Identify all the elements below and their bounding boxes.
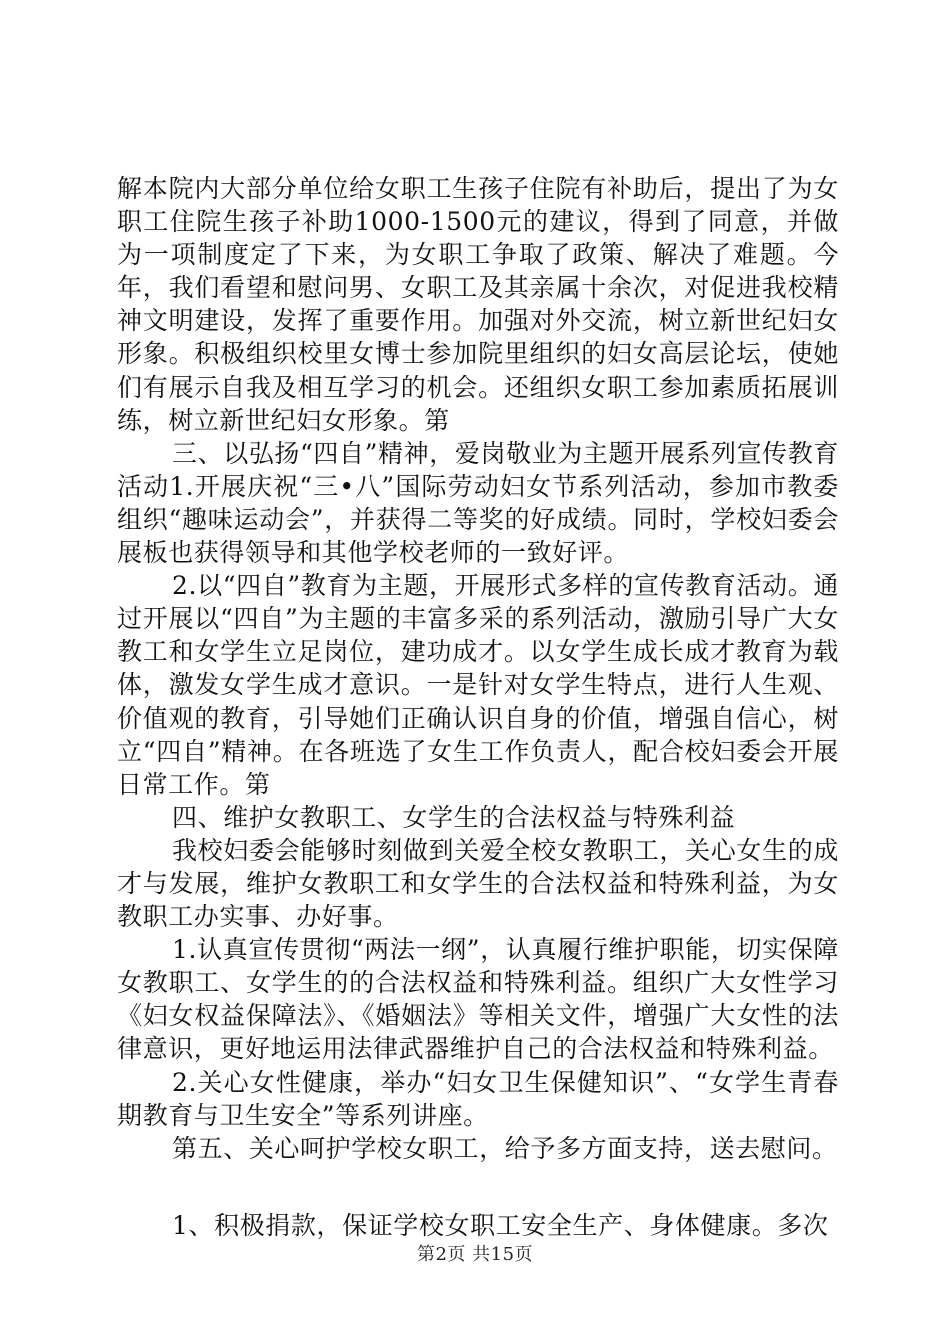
paragraph-5: 我校妇委会能够时刻做到关爱全校女教职工，关心女生的成才与发展，维护女教职工和女学生的合法权益和特殊利益，为女教职工办实事、办好事。: [117, 835, 839, 932]
section-heading-4: 四、维护女教职工、女学生的合法权益与特殊利益: [172, 802, 736, 832]
paragraph-7: 2.关心女性健康，举办“妇女卫生保健知识”、“女学生青春期教育与卫生安全”等系列讲座。: [117, 1067, 839, 1130]
paragraph-6: 1.认真宣传贯彻“两法一纲”，认真履行维护职能，切实保障女教职工、女学生的的合法权益和特殊利益。组织广大女性学习《妇女权益保障法》、《婚姻法》等相关文件，增强广大女性的法律意识，更好地运用法律武器维护自己的合法权益和特殊利益。: [117, 935, 839, 1064]
paragraph-2: 三、以弘扬“四自”精神，爱岗敬业为主题开展系列宣传教育活动1.开展庆祝“三•八”国际劳动妇女节系列活动，参加市教委组织“趣味运动会”，并获得二等奖的好成绩。同时，学校妇委会展板也获得领导和其他学校老师的一致好评。: [117, 438, 839, 568]
paragraph-1: 解本院内大部分单位给女职工生孩子住院有补助后，提出了为女职工住院生孩子补助1000-1500元的建议，得到了同意，并做为一项制度定了下来，为女职工争取了政策、解决了难题。今年，我们看望和慰问男、女职工及其亲属十余次，对促进我校精神文明建设，发挥了重要作用。加强对外交流，树立新世纪妇女形象。积极组织校里女博士参加院里组织的妇女高层论坛，使她们有展示自我及相互学习的机会。还组织女职工参加素质拓展训练，树立新世纪妇女形象。第: [117, 174, 839, 435]
page-number-footer: 第2页 共15页: [416, 1244, 534, 1265]
document-body: [117, 172, 839, 1242]
paragraph-9: 1、积极捐款，保证学校女职工安全生产、身体健康。多次: [172, 1210, 829, 1240]
section-heading-5: 第五、关心呵护学校女职工，给予多方面支持，送去慰问。: [172, 1133, 838, 1163]
paragraph-3: 2.以“四自”教育为主题，开展形式多样的宣传教育活动。通过开展以“四自”为主题的丰富多采的系列活动，激励引导广大女教工和女学生立足岗位，建功成才。以女学生成长成才教育为载体，激发女学生成才意识。一是针对女学生特点，进行人生观、价值观的教育，引导她们正确认识自身的价值，增强自信心，树立“四自”精神。在各班选了女生工作负责人，配合校妇委会开展日常工作。第: [117, 571, 839, 799]
